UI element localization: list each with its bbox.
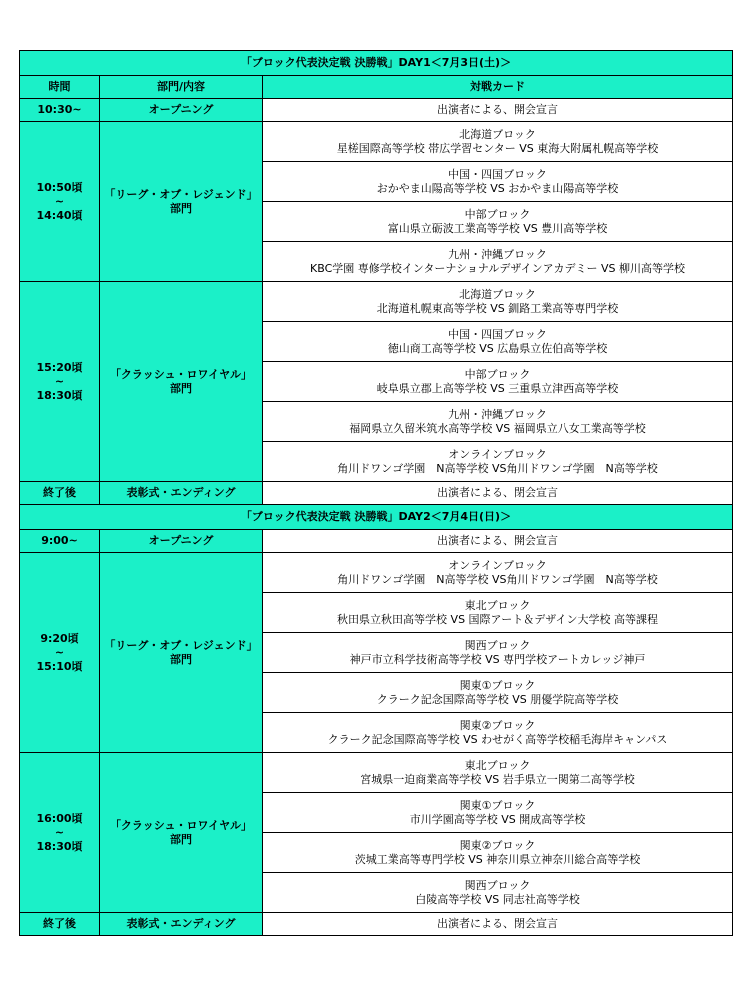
- header-time: 時間: [20, 76, 100, 99]
- match-card: [263, 442, 733, 482]
- match-teams: おかやま山陽高等学校 VS おかやま山陽高等学校: [376, 181, 619, 195]
- match-block: オンラインブロック: [448, 558, 547, 572]
- match-teams: 市川学園高等学校 VS 開成高等学校: [409, 812, 586, 826]
- match-card: [263, 673, 733, 713]
- schedule-table: [19, 50, 733, 936]
- match-card: [263, 553, 733, 593]
- match-block: 九州・沖縄ブロック: [448, 247, 547, 261]
- header-card: 対戦カード: [263, 76, 733, 99]
- session-dept-line: 「クラッシュ・ロワイヤル」: [109, 367, 253, 381]
- match-teams: 茨城工業高等専門学校 VS 神奈川県立神奈川総合高等学校: [354, 852, 641, 866]
- session-dept: [100, 753, 263, 913]
- match-card: [263, 633, 733, 673]
- match-block: 東北ブロック: [464, 598, 531, 612]
- opening-row: [20, 99, 733, 122]
- match-block: 中国・四国ブロック: [448, 327, 547, 341]
- session-dept-line: 部門: [170, 201, 192, 215]
- match-card: [263, 873, 733, 913]
- match-teams: KBC学園 専修学校インターナショナルデザインアカデミー VS 柳川高等学校: [310, 261, 685, 275]
- match-row: [20, 122, 733, 162]
- ending-content: 出演者による、閉会宣言: [263, 913, 733, 936]
- match-card: [263, 282, 733, 322]
- opening-label: オープニング: [100, 530, 263, 553]
- day-title-row: [20, 51, 733, 76]
- match-block: 東北ブロック: [464, 758, 531, 772]
- match-teams: 徳山商工高等学校 VS 広島県立佐伯高等学校: [387, 341, 608, 355]
- match-block: 北海道ブロック: [459, 127, 536, 141]
- ending-content: 出演者による、閉会宣言: [263, 482, 733, 505]
- day-title-row: [20, 505, 733, 530]
- match-teams: クラーク記念国際高等学校 VS 朋優学院高等学校: [376, 692, 619, 706]
- match-card: [263, 402, 733, 442]
- session-time-line: ~: [54, 374, 65, 388]
- session-time: [20, 122, 100, 282]
- session-time-line: 15:10頃: [36, 659, 83, 673]
- session-time: [20, 753, 100, 913]
- session-time-line: 14:40頃: [36, 208, 83, 222]
- session-dept-line: 「リーグ・オブ・レジェンド」: [104, 638, 258, 652]
- session-time: [20, 553, 100, 753]
- session-dept: [100, 282, 263, 482]
- ending-label: 表彰式・エンディング: [100, 482, 263, 505]
- session-time-line: 18:30頃: [36, 839, 83, 853]
- session-time-line: 18:30頃: [36, 388, 83, 402]
- match-teams: 秋田県立秋田高等学校 VS 国際アート＆デザイン大学校 高等課程: [337, 612, 658, 626]
- header-row: [20, 76, 733, 99]
- session-time-line: ~: [54, 645, 65, 659]
- session-dept: [100, 553, 263, 753]
- match-teams: 星槎国際高等学校 帯広学習センター VS 東海大附属札幌高等学校: [336, 141, 659, 155]
- match-teams: 角川ドワンゴ学園 N高等学校 VS角川ドワンゴ学園 N高等学校: [337, 461, 658, 475]
- ending-row: [20, 482, 733, 505]
- day-title: 「ブロック代表決定戦 決勝戦」DAY2＜7月4日(日)＞: [20, 505, 733, 530]
- match-card: [263, 242, 733, 282]
- match-teams: 角川ドワンゴ学園 N高等学校 VS角川ドワンゴ学園 N高等学校: [337, 572, 658, 586]
- opening-label: オープニング: [100, 99, 263, 122]
- match-card: [263, 322, 733, 362]
- match-teams: 福岡県立久留米筑水高等学校 VS 福岡県立八女工業高等学校: [349, 421, 646, 435]
- match-card: [263, 162, 733, 202]
- match-block: 中国・四国ブロック: [448, 167, 547, 181]
- session-dept-line: 「クラッシュ・ロワイヤル」: [109, 818, 253, 832]
- match-teams: 北海道札幌東高等学校 VS 釧路工業高等専門学校: [376, 301, 619, 315]
- match-row: [20, 282, 733, 322]
- match-teams: 岐阜県立郡上高等学校 VS 三重県立津西高等学校: [376, 381, 619, 395]
- match-teams: 神戸市立科学技術高等学校 VS 専門学校アートカレッジ神戸: [349, 652, 646, 666]
- match-block: 関西ブロック: [464, 878, 531, 892]
- opening-content: 出演者による、開会宣言: [263, 99, 733, 122]
- match-block: 九州・沖縄ブロック: [448, 407, 547, 421]
- session-dept-line: 部門: [170, 832, 192, 846]
- session-time: [20, 282, 100, 482]
- match-teams: クラーク記念国際高等学校 VS わせがく高等学校稲毛海岸キャンパス: [327, 732, 668, 746]
- match-card: [263, 202, 733, 242]
- match-block: 関西ブロック: [464, 638, 531, 652]
- session-time-line: 16:00頃: [36, 811, 83, 825]
- ending-time: 終了後: [20, 913, 100, 936]
- ending-row: [20, 913, 733, 936]
- opening-time: 10:30~: [20, 99, 100, 122]
- day-title: 「ブロック代表決定戦 決勝戦」DAY1＜7月3日(土)＞: [20, 51, 733, 76]
- session-dept-line: 「リーグ・オブ・レジェンド」: [104, 187, 258, 201]
- session-dept: [100, 122, 263, 282]
- header-dept: 部門/内容: [100, 76, 263, 99]
- ending-time: 終了後: [20, 482, 100, 505]
- ending-label: 表彰式・エンディング: [100, 913, 263, 936]
- session-time-line: ~: [54, 194, 65, 208]
- match-teams: 白陵高等学校 VS 同志社高等学校: [415, 892, 580, 906]
- match-block: 関東②ブロック: [459, 838, 536, 852]
- match-block: 北海道ブロック: [459, 287, 536, 301]
- session-time-line: ~: [54, 825, 65, 839]
- match-card: [263, 753, 733, 793]
- match-card: [263, 713, 733, 753]
- session-time-line: 10:50頃: [36, 180, 83, 194]
- match-card: [263, 793, 733, 833]
- match-block: 中部ブロック: [464, 367, 531, 381]
- opening-time: 9:00~: [20, 530, 100, 553]
- match-row: [20, 753, 733, 793]
- session-time-line: 9:20頃: [40, 631, 79, 645]
- match-card: [263, 833, 733, 873]
- match-teams: 富山県立砺波工業高等学校 VS 豊川高等学校: [387, 221, 608, 235]
- match-card: [263, 362, 733, 402]
- match-teams: 宮城県一迫商業高等学校 VS 岩手県立一関第二高等学校: [360, 772, 635, 786]
- session-time-line: 15:20頃: [36, 360, 83, 374]
- opening-row: [20, 530, 733, 553]
- session-dept-line: 部門: [170, 381, 192, 395]
- match-row: [20, 553, 733, 593]
- match-card: [263, 122, 733, 162]
- match-block: 関東①ブロック: [459, 798, 536, 812]
- session-dept-line: 部門: [170, 652, 192, 666]
- schedule-body: [20, 51, 733, 936]
- match-block: 関東①ブロック: [459, 678, 536, 692]
- match-block: 中部ブロック: [464, 207, 531, 221]
- opening-content: 出演者による、開会宣言: [263, 530, 733, 553]
- match-card: [263, 593, 733, 633]
- match-block: オンラインブロック: [448, 447, 547, 461]
- match-block: 関東②ブロック: [459, 718, 536, 732]
